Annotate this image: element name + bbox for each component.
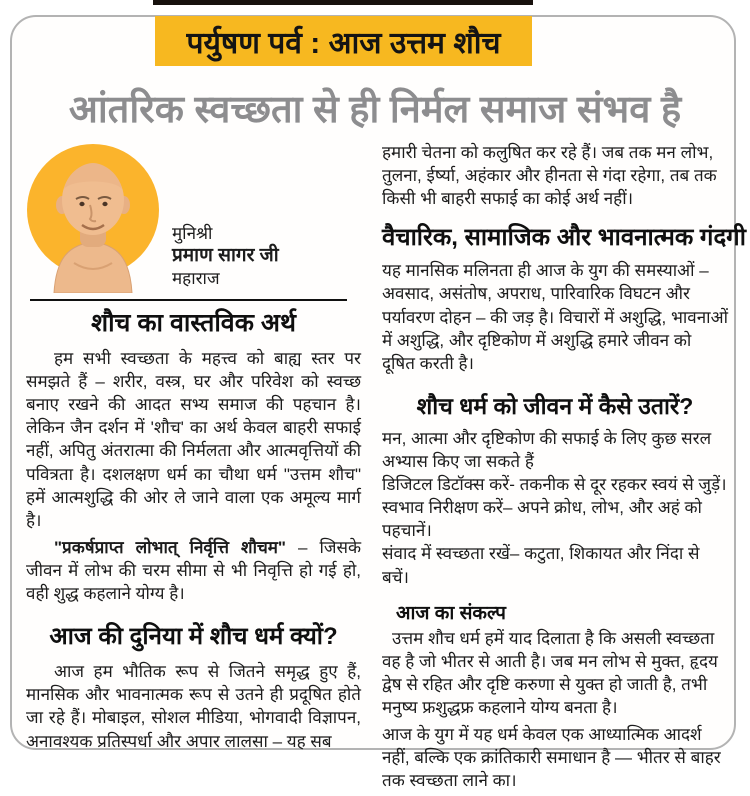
author-prefix: मुनिश्री (172, 223, 213, 243)
kicker-banner-title: पर्युषण पर्व : आज उत्तम शौच (186, 26, 501, 60)
right-column (382, 141, 746, 796)
left-paragraph-1: हम सभी स्वच्छता के महत्त्व को बाह्य स्तर पर समझते हैं – शरीर, वस्त्र, घर और परिवेश को स्वच्छ बनाए रखने की आदत सभ्य समाज की पहचान है। लेकिन जैन दर्शन में 'शौच' का अर्थ केवल बाहरी सफाई नहीं, अपितु अंतरात्मा की निर्मलता और आत्मवृत्तियों की पवित्रता है। दशलक्षण धर्म का चौथा धर्म "उत्तम शौच" हमें आत्मशुद्धि की ओर ले जाने वाला एक अमूल्य मार्ग है। (26, 349, 361, 530)
right-heading-todays-resolve: आज का संकल्प (396, 602, 506, 624)
monk-portrait-illustration (26, 143, 164, 293)
right-heading-mental-dirt: वैचारिक, सामाजिक और भावनात्मक गंदगी (382, 224, 746, 252)
left-paragraph-3: आज हम भौतिक रूप से जितने समृद्ध हुए हैं, मानसिक और भावनात्मक रूप से उतने ही प्रदूषित होते जा रहे हैं। मोबाइल, सोशल मीडिया, भोगवादी विज्ञापन, अनावश्यक प्रतिस्पर्धा और अपार लालसा – यह सब (26, 662, 361, 751)
author-divider-rule (30, 299, 347, 301)
left-heading-why-shauch-today: आज की दुनिया में शौच धर्म क्यों? (49, 623, 338, 651)
author-name: प्रमाण सागर जी (172, 245, 279, 266)
kicker-banner (155, 16, 532, 66)
author-suffix: महाराज (172, 268, 220, 288)
sanskrit-quote-explanation: – जिसके जीवन में लोभ की चरम सीमा से भी निवृत्ति हो गई हो, वही शुद्ध कहलाने योग्य है। (26, 537, 362, 604)
top-crop-remnant-bar (153, 0, 533, 5)
right-paragraph-1: हमारी चेतना को कलुषित कर रहे हैं। जब तक मन लोभ, तुलना, ईर्ष्या, अहंकार और हीनता से गंदा रहेगा, तब तक किसी भी बाहरी सफाई का कोई अर्थ नहीं। (382, 143, 717, 209)
practice-item-self-observation: स्वभाव निरीक्षण करें– अपने क्रोध, लोभ, और अहं को पहचानें। (382, 498, 702, 541)
right-practices-intro: मन, आत्मा और दृष्टिकोण की सफाई के लिए कुछ सरल अभ्यास किए जा सकते हैं (382, 428, 712, 471)
author-photo (26, 141, 164, 293)
left-paragraph-2 (26, 536, 361, 605)
right-paragraph-2: यह मानसिक मलिनता ही आज के युग की समस्याओं – अवसाद, असंतोष, अपराध, पारिवारिक विघटन और पर्यावरण दोहन – की जड़ है। विचारों में अशुद्धि, भावनाओं में अशुद्धि, और दृष्टिकोण में अशुद्धि हमारे जीवन को दूषित करती है। (382, 261, 728, 373)
article-columns (26, 141, 746, 796)
author-name-block (172, 223, 279, 293)
left-column (26, 141, 361, 796)
left-heading-real-meaning: शौच का वास्तविक अर्थ (91, 309, 296, 337)
practice-item-digital-detox: डिजिटल डिटॉक्स करें- तकनीक से दूर रहकर स्वयं से जुड़ें। (382, 475, 727, 495)
sanskrit-quote: "प्रकर्षप्राप्त लोभात् निर्वृत्ति शौचम" (54, 537, 286, 557)
author-block (26, 141, 361, 293)
right-heading-how-to-adopt: शौच धर्म को जीवन में कैसे उतारें? (416, 392, 694, 419)
right-paragraph-4: उत्तम शौच धर्म हमें याद दिलाता है कि असली स्वच्छता वह है जो भीतर से आती है। जब मन लोभ से मुक्त, हृदय द्वेष से रहित और दृष्टि करुणा से युक्त हो जाती है, तभी मनुष्य फ्रशुद्धफ्र कहलाने योग्य बनता है। (382, 628, 718, 717)
right-paragraph-5: आज के युग में यह धर्म केवल एक आध्यात्मिक आदर्श नहीं, बल्कि एक क्रांतिकारी समाधान है — भीतर से बाहर तक स्वच्छता लाने का। (382, 725, 721, 791)
practice-item-clean-dialogue: संवाद में स्वच्छता रखें– कटुता, शिकायत और निंदा से बचें। (382, 544, 700, 587)
main-headline: आंतरिक स्वच्छता से ही निर्मल समाज संभव है (68, 89, 682, 131)
